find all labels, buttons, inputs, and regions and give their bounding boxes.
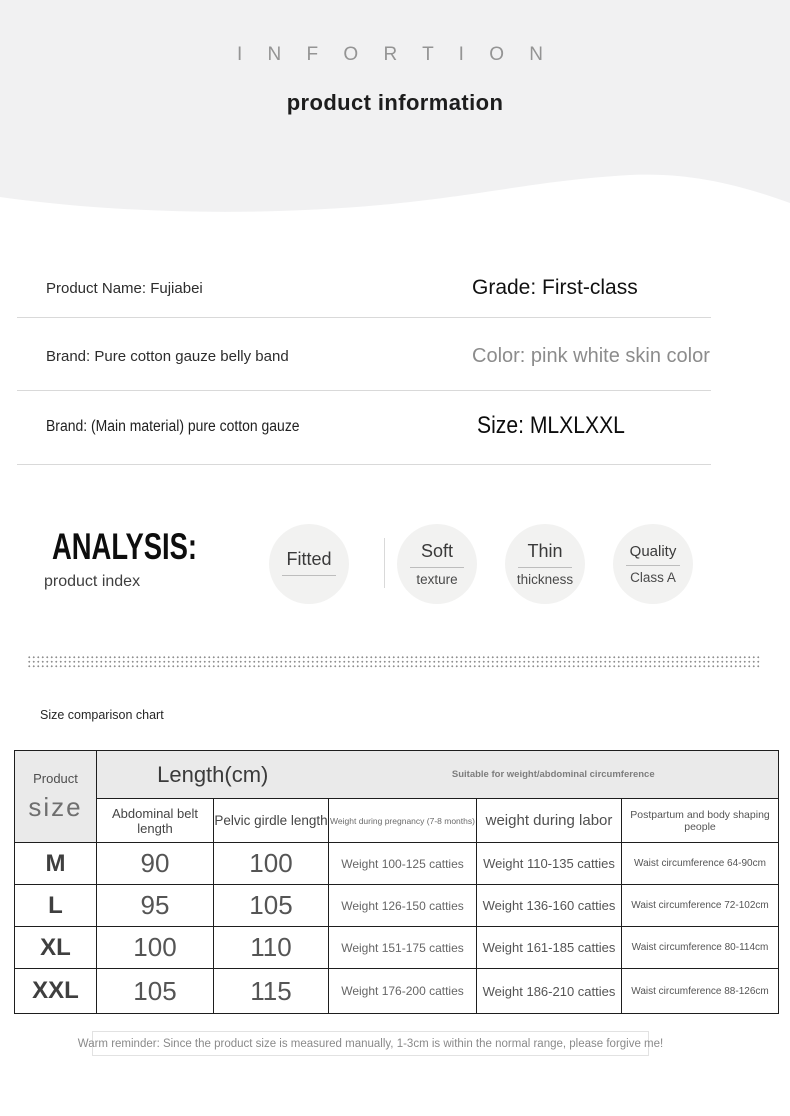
divider bbox=[17, 317, 711, 318]
warm-reminder-box bbox=[77, 1031, 664, 1056]
badge-label: Soft bbox=[420, 541, 454, 561]
feature-badge-thin bbox=[505, 524, 585, 604]
pregnancy-cell: Weight 126-150 catties bbox=[329, 885, 477, 927]
postpartum-cell: Waist circumference 88-126cm bbox=[622, 969, 779, 1014]
pregnancy-cell: Weight 176-200 catties bbox=[329, 969, 477, 1014]
size-cell: M bbox=[15, 843, 97, 885]
detail-product-name: Product Name: Fujiabei bbox=[46, 280, 203, 297]
badge-underline bbox=[282, 575, 336, 576]
table-corner-cell bbox=[15, 751, 97, 843]
pregnancy-cell: Weight 151-175 catties bbox=[329, 927, 477, 969]
pelvic-cell: 100 bbox=[214, 843, 329, 885]
table-row-l bbox=[15, 885, 779, 927]
badge-sublabel: texture bbox=[416, 572, 458, 587]
size-cell: L bbox=[15, 885, 97, 927]
detail-size: Size: MLXLXXL bbox=[477, 412, 625, 439]
badge-underline bbox=[626, 565, 680, 566]
table-group-header-row bbox=[15, 751, 779, 799]
badge-underline bbox=[518, 567, 572, 568]
eyebrow-text: I N F O R T I O N bbox=[236, 44, 554, 65]
postpartum-cell: Waist circumference 72-102cm bbox=[622, 885, 779, 927]
table-row-xl bbox=[15, 927, 779, 969]
badge-sublabel: thickness bbox=[516, 572, 574, 587]
column-header-pelvic: Pelvic girdle length bbox=[214, 799, 329, 843]
pelvic-cell: 105 bbox=[214, 885, 329, 927]
column-header-postpartum: Postpartum and body shaping people bbox=[622, 799, 779, 843]
corner-product-label: Product bbox=[33, 770, 78, 786]
table-row-m bbox=[15, 843, 779, 885]
badge-sublabel: Class A bbox=[630, 570, 676, 585]
feature-badge-soft bbox=[397, 524, 477, 604]
abdominal-cell: 105 bbox=[97, 969, 214, 1014]
detail-material: Brand: (Main material) pure cotton gauze bbox=[46, 418, 300, 435]
pelvic-cell: 110 bbox=[214, 927, 329, 969]
column-header-pregnancy: Weight during pregnancy (7-8 months) bbox=[329, 799, 477, 843]
pelvic-cell: 115 bbox=[214, 969, 329, 1014]
pregnancy-cell: Weight 100-125 catties bbox=[329, 843, 477, 885]
badge-underline bbox=[410, 567, 464, 568]
badge-label: Fitted bbox=[286, 548, 332, 569]
size-comparison-table bbox=[14, 750, 779, 1014]
detail-color: Color: pink white skin color bbox=[472, 345, 710, 367]
feature-badge-quality bbox=[613, 524, 693, 604]
analysis-subheading: product index bbox=[44, 573, 141, 590]
badge-divider bbox=[384, 538, 385, 588]
column-header-abdominal: Abdominal belt length bbox=[97, 799, 214, 843]
size-chart-label: Size comparison chart bbox=[40, 708, 164, 722]
size-cell: XXL bbox=[15, 969, 97, 1014]
analysis-heading: ANALYSIS: bbox=[52, 526, 198, 567]
abdominal-cell: 90 bbox=[97, 843, 214, 885]
labor-cell: Weight 161-185 catties bbox=[477, 927, 622, 969]
labor-cell: Weight 186-210 catties bbox=[477, 969, 622, 1014]
detail-brand: Brand: Pure cotton gauze belly band bbox=[46, 348, 289, 365]
corner-size-label: size bbox=[28, 791, 83, 822]
labor-cell: Weight 136-160 catties bbox=[477, 885, 622, 927]
feature-badge-fitted bbox=[269, 524, 349, 604]
badge-label: Quality bbox=[629, 543, 677, 560]
table-subheader-row bbox=[15, 799, 779, 843]
detail-grade: Grade: First-class bbox=[472, 276, 638, 299]
suitable-group-header: Suitable for weight/abdominal circumference bbox=[329, 751, 779, 799]
postpartum-cell: Waist circumference 64-90cm bbox=[622, 843, 779, 885]
abdominal-cell: 100 bbox=[97, 927, 214, 969]
labor-cell: Weight 110-135 catties bbox=[477, 843, 622, 885]
postpartum-cell: Waist circumference 80-114cm bbox=[622, 927, 779, 969]
abdominal-cell: 95 bbox=[97, 885, 214, 927]
table-row-xxl bbox=[15, 969, 779, 1014]
divider bbox=[17, 464, 711, 465]
warm-reminder-text: Warm reminder: Since the product size is measured manually, 1-3cm is within the normal range, please forgive me! bbox=[77, 1037, 664, 1050]
column-header-labor: weight during labor bbox=[477, 799, 622, 843]
size-cell: XL bbox=[15, 927, 97, 969]
badge-label: Thin bbox=[527, 541, 563, 561]
length-group-header: Length(cm) bbox=[97, 751, 329, 799]
page-title: product information bbox=[286, 90, 504, 115]
dotted-separator bbox=[27, 655, 760, 668]
divider bbox=[17, 390, 711, 391]
